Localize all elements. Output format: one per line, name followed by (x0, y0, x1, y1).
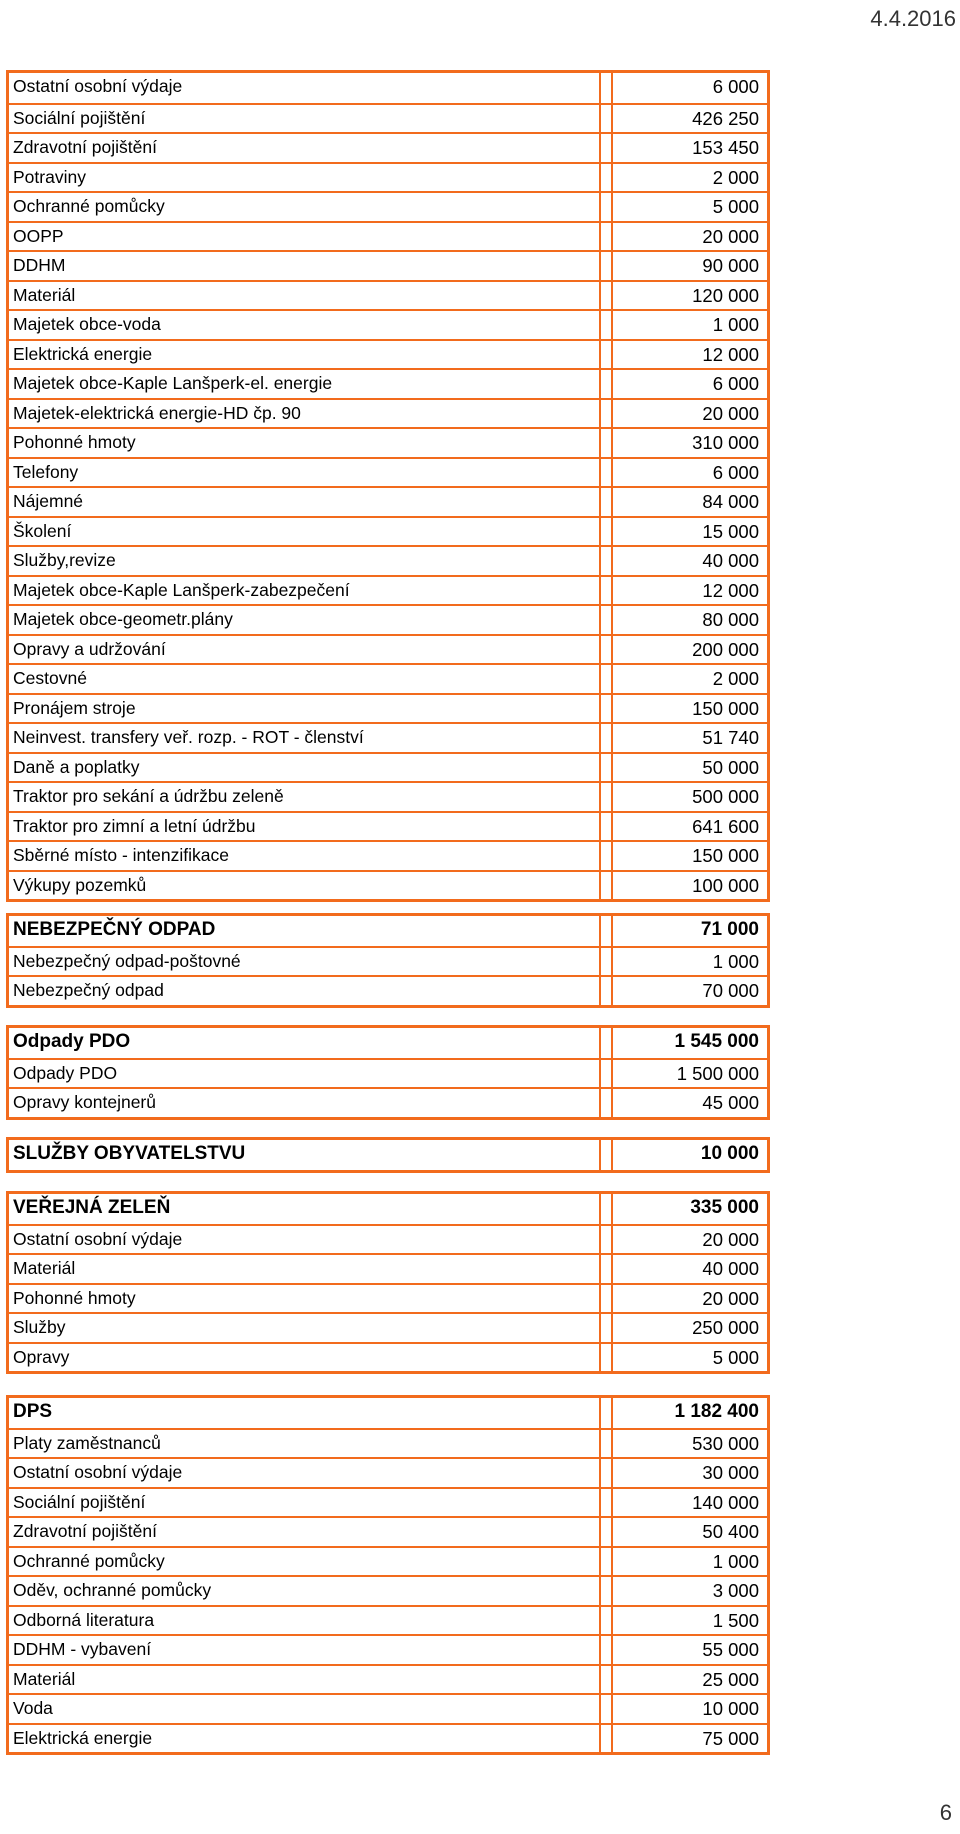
table-row (9, 250, 767, 280)
section-title: Odpady PDO (9, 1028, 601, 1058)
spacer-cell (601, 1285, 613, 1313)
budget-table-6 (6, 1395, 770, 1755)
section-title: NEBEZPEČNÝ ODPAD (9, 916, 601, 946)
table-row (9, 1516, 767, 1546)
table-row (9, 1546, 767, 1576)
table-row (9, 1312, 767, 1342)
table-row (9, 103, 767, 133)
spacer-cell (601, 341, 613, 369)
table-row (9, 545, 767, 575)
budget-table-5 (6, 1191, 770, 1374)
budget-table-3 (6, 1025, 770, 1120)
spacer-cell (601, 754, 613, 782)
table-row (9, 1087, 767, 1117)
page-date: 4.4.2016 (870, 6, 956, 31)
table-row (9, 73, 767, 103)
item-amount: 20 000 (702, 402, 759, 424)
item-amount: 250 000 (692, 1317, 759, 1338)
item-label: Cestovné (9, 665, 601, 693)
budget-table-4 (6, 1137, 770, 1173)
table-row (9, 1605, 767, 1635)
table-row (9, 604, 767, 634)
item-amount: 2 000 (712, 166, 759, 188)
spacer-cell (601, 518, 613, 546)
item-label: Opravy kontejnerů (9, 1089, 601, 1117)
spacer-cell (601, 282, 613, 310)
table-row (9, 162, 767, 192)
item-amount: 20 000 (702, 1228, 759, 1250)
section-title: VEŘEJNÁ ZELEŇ (9, 1194, 601, 1224)
item-amount: 84 000 (702, 491, 759, 512)
item-label: DDHM (9, 252, 601, 280)
item-label: Služby (9, 1314, 601, 1342)
spacer-cell (601, 400, 613, 428)
table-row (9, 693, 767, 723)
item-label: Majetek obce-geometr.plány (9, 606, 601, 634)
item-amount: 150 000 (692, 845, 759, 866)
item-amount: 5 000 (712, 1346, 759, 1368)
item-label: Materiál (9, 282, 601, 310)
spacer-cell (601, 1140, 613, 1170)
table-row (9, 811, 767, 841)
item-label: Oděv, ochranné pomůcky (9, 1577, 601, 1605)
item-label: Pronájem stroje (9, 695, 601, 723)
table-row (9, 486, 767, 516)
item-label: Opravy a udržování (9, 636, 601, 664)
table-row (9, 1224, 767, 1254)
table-row (9, 722, 767, 752)
spacer-cell (601, 1060, 613, 1088)
item-amount: 51 740 (702, 727, 759, 748)
table-row (9, 1253, 767, 1283)
section-header-row (9, 1028, 767, 1058)
table-row (9, 781, 767, 811)
item-amount: 310 000 (692, 432, 759, 453)
item-amount: 3 000 (712, 1580, 759, 1601)
item-amount: 50 000 (702, 756, 759, 778)
spacer-cell (601, 813, 613, 841)
item-label: Traktor pro sekání a údržbu zeleně (9, 783, 601, 811)
item-label: Odborná literatura (9, 1607, 601, 1635)
table-row (9, 516, 767, 546)
item-label: Služby,revize (9, 547, 601, 575)
item-label: Ostatní osobní výdaje (9, 1226, 601, 1254)
item-amount: 12 000 (702, 343, 759, 365)
item-label: Ochranné pomůcky (9, 193, 601, 221)
spacer-cell (601, 1548, 613, 1576)
item-amount: 2 000 (712, 668, 759, 689)
table-row (9, 1487, 767, 1517)
item-amount: 1 000 (712, 1550, 759, 1572)
table-row (9, 191, 767, 221)
item-label: Materiál (9, 1666, 601, 1694)
item-amount: 530 000 (692, 1432, 759, 1454)
item-amount: 6 000 (712, 461, 759, 483)
item-amount: 30 000 (702, 1462, 759, 1483)
section-header-row (9, 916, 767, 946)
spacer-cell (601, 164, 613, 192)
item-amount: 75 000 (702, 1727, 759, 1749)
page-number: 6 (939, 1800, 952, 1825)
item-label: Majetek obce-Kaple Lanšperk-zabezpečení (9, 577, 601, 605)
spacer-cell (601, 429, 613, 457)
item-label: Výkupy pozemků (9, 872, 601, 900)
item-label: Daně a poplatky (9, 754, 601, 782)
table-row (9, 1428, 767, 1458)
table-row (9, 1457, 767, 1487)
item-label: Platy zaměstnanců (9, 1430, 601, 1458)
item-amount: 140 000 (692, 1491, 759, 1513)
item-label: Sběrné místo - intenzifikace (9, 842, 601, 870)
item-amount: 500 000 (692, 786, 759, 807)
table-row (9, 1634, 767, 1664)
item-amount: 6 000 (712, 76, 759, 97)
item-amount: 70 000 (702, 980, 759, 1001)
spacer-cell (601, 73, 613, 103)
table-row (9, 840, 767, 870)
item-label: Nebezpečný odpad (9, 977, 601, 1005)
item-label: Elektrická energie (9, 341, 601, 369)
table-row (9, 1575, 767, 1605)
item-amount: 1 500 000 (676, 1062, 759, 1084)
table-row (9, 457, 767, 487)
item-amount: 120 000 (692, 284, 759, 306)
item-label: Opravy (9, 1344, 601, 1372)
section-header-row (9, 1194, 767, 1224)
item-label: Materiál (9, 1255, 601, 1283)
spacer-cell (601, 636, 613, 664)
item-amount: 20 000 (702, 225, 759, 247)
section-total: 10 000 (700, 1143, 759, 1164)
spacer-cell (601, 193, 613, 221)
spacer-cell (601, 842, 613, 870)
item-label: Traktor pro zimní a letní údržbu (9, 813, 601, 841)
section-title: DPS (9, 1398, 601, 1428)
item-amount: 20 000 (702, 1287, 759, 1309)
item-label: Zdravotní pojištění (9, 1518, 601, 1546)
spacer-cell (601, 1518, 613, 1546)
section-total: 1 545 000 (674, 1031, 759, 1052)
item-amount: 1 000 (712, 314, 759, 335)
item-amount: 10 000 (702, 1698, 759, 1719)
spacer-cell (601, 1459, 613, 1487)
table-row (9, 1283, 767, 1313)
item-label: DDHM - vybavení (9, 1636, 601, 1664)
spacer-cell (601, 1607, 613, 1635)
table-row (9, 1058, 767, 1088)
spacer-cell (601, 1695, 613, 1723)
item-label: Pohonné hmoty (9, 1285, 601, 1313)
section-title: SLUŽBY OBYVATELSTVU (9, 1140, 601, 1170)
spacer-cell (601, 724, 613, 752)
budget-table-2 (6, 913, 770, 1008)
spacer-cell (601, 134, 613, 162)
item-label: Majetek obce-voda (9, 311, 601, 339)
table-row (9, 309, 767, 339)
table-row (9, 398, 767, 428)
section-total: 71 000 (700, 919, 759, 940)
spacer-cell (601, 105, 613, 133)
spacer-cell (601, 1430, 613, 1458)
table-row (9, 1723, 767, 1753)
spacer-cell (601, 695, 613, 723)
item-label: Pohonné hmoty (9, 429, 601, 457)
item-label: Sociální pojištění (9, 1489, 601, 1517)
item-label: Nebezpečný odpad-poštovné (9, 948, 601, 976)
table-row (9, 1693, 767, 1723)
item-amount: 6 000 (712, 373, 759, 394)
item-amount: 55 000 (702, 1639, 759, 1660)
spacer-cell (601, 1226, 613, 1254)
table-row (9, 946, 767, 976)
item-amount: 90 000 (702, 255, 759, 276)
item-amount: 150 000 (692, 697, 759, 719)
spacer-cell (601, 977, 613, 1005)
table-row (9, 339, 767, 369)
spacer-cell (601, 606, 613, 634)
section-header-row (9, 1398, 767, 1428)
item-amount: 426 250 (692, 107, 759, 129)
budget-table-1 (6, 70, 770, 902)
item-label: Odpady PDO (9, 1060, 601, 1088)
item-label: Zdravotní pojištění (9, 134, 601, 162)
table-row (9, 132, 767, 162)
spacer-cell (601, 370, 613, 398)
spacer-cell (601, 1344, 613, 1372)
item-amount: 50 400 (702, 1521, 759, 1542)
spacer-cell (601, 223, 613, 251)
table-row (9, 1664, 767, 1694)
spacer-cell (601, 547, 613, 575)
table-row (9, 975, 767, 1005)
table-row (9, 575, 767, 605)
section-header-row (9, 1140, 767, 1170)
spacer-cell (601, 1028, 613, 1058)
item-amount: 1 000 (712, 950, 759, 972)
item-label: Školení (9, 518, 601, 546)
spacer-cell (601, 665, 613, 693)
table-row (9, 752, 767, 782)
spacer-cell (601, 577, 613, 605)
item-amount: 12 000 (702, 579, 759, 601)
item-label: Elektrická energie (9, 1725, 601, 1753)
item-label: OOPP (9, 223, 601, 251)
item-amount: 40 000 (702, 550, 759, 571)
item-amount: 25 000 (702, 1668, 759, 1690)
spacer-cell (601, 783, 613, 811)
spacer-cell (601, 488, 613, 516)
item-label: Majetek-elektrická energie-HD čp. 90 (9, 400, 601, 428)
item-label: Majetek obce-Kaple Lanšperk-el. energie (9, 370, 601, 398)
item-label: Ostatní osobní výdaje (9, 1459, 601, 1487)
item-label: Telefony (9, 459, 601, 487)
spacer-cell (601, 1636, 613, 1664)
item-amount: 80 000 (702, 609, 759, 630)
item-label: Potraviny (9, 164, 601, 192)
table-row (9, 663, 767, 693)
spacer-cell (601, 1314, 613, 1342)
item-amount: 641 600 (692, 815, 759, 837)
item-amount: 100 000 (692, 874, 759, 896)
spacer-cell (601, 872, 613, 900)
spacer-cell (601, 252, 613, 280)
item-amount: 40 000 (702, 1258, 759, 1279)
item-amount: 1 500 (712, 1609, 759, 1631)
item-label: Ochranné pomůcky (9, 1548, 601, 1576)
spacer-cell (601, 1666, 613, 1694)
section-total: 335 000 (690, 1197, 759, 1218)
spacer-cell (601, 1725, 613, 1753)
spacer-cell (601, 1089, 613, 1117)
spacer-cell (601, 948, 613, 976)
spacer-cell (601, 1489, 613, 1517)
table-row (9, 221, 767, 251)
spacer-cell (601, 311, 613, 339)
table-row (9, 1342, 767, 1372)
item-amount: 15 000 (702, 520, 759, 542)
table-row (9, 870, 767, 900)
item-amount: 5 000 (712, 196, 759, 217)
item-amount: 45 000 (702, 1092, 759, 1113)
section-total: 1 182 400 (674, 1401, 759, 1422)
item-label: Neinvest. transfery veř. rozp. - ROT - členství (9, 724, 601, 752)
item-amount: 153 450 (692, 137, 759, 158)
item-label: Sociální pojištění (9, 105, 601, 133)
spacer-cell (601, 1194, 613, 1224)
spacer-cell (601, 1398, 613, 1428)
item-label: Voda (9, 1695, 601, 1723)
spacer-cell (601, 1255, 613, 1283)
table-row (9, 368, 767, 398)
spacer-cell (601, 1577, 613, 1605)
item-label: Nájemné (9, 488, 601, 516)
table-row (9, 427, 767, 457)
table-row (9, 634, 767, 664)
spacer-cell (601, 916, 613, 946)
item-label: Ostatní osobní výdaje (9, 73, 601, 103)
item-amount: 200 000 (692, 638, 759, 660)
table-row (9, 280, 767, 310)
spacer-cell (601, 459, 613, 487)
